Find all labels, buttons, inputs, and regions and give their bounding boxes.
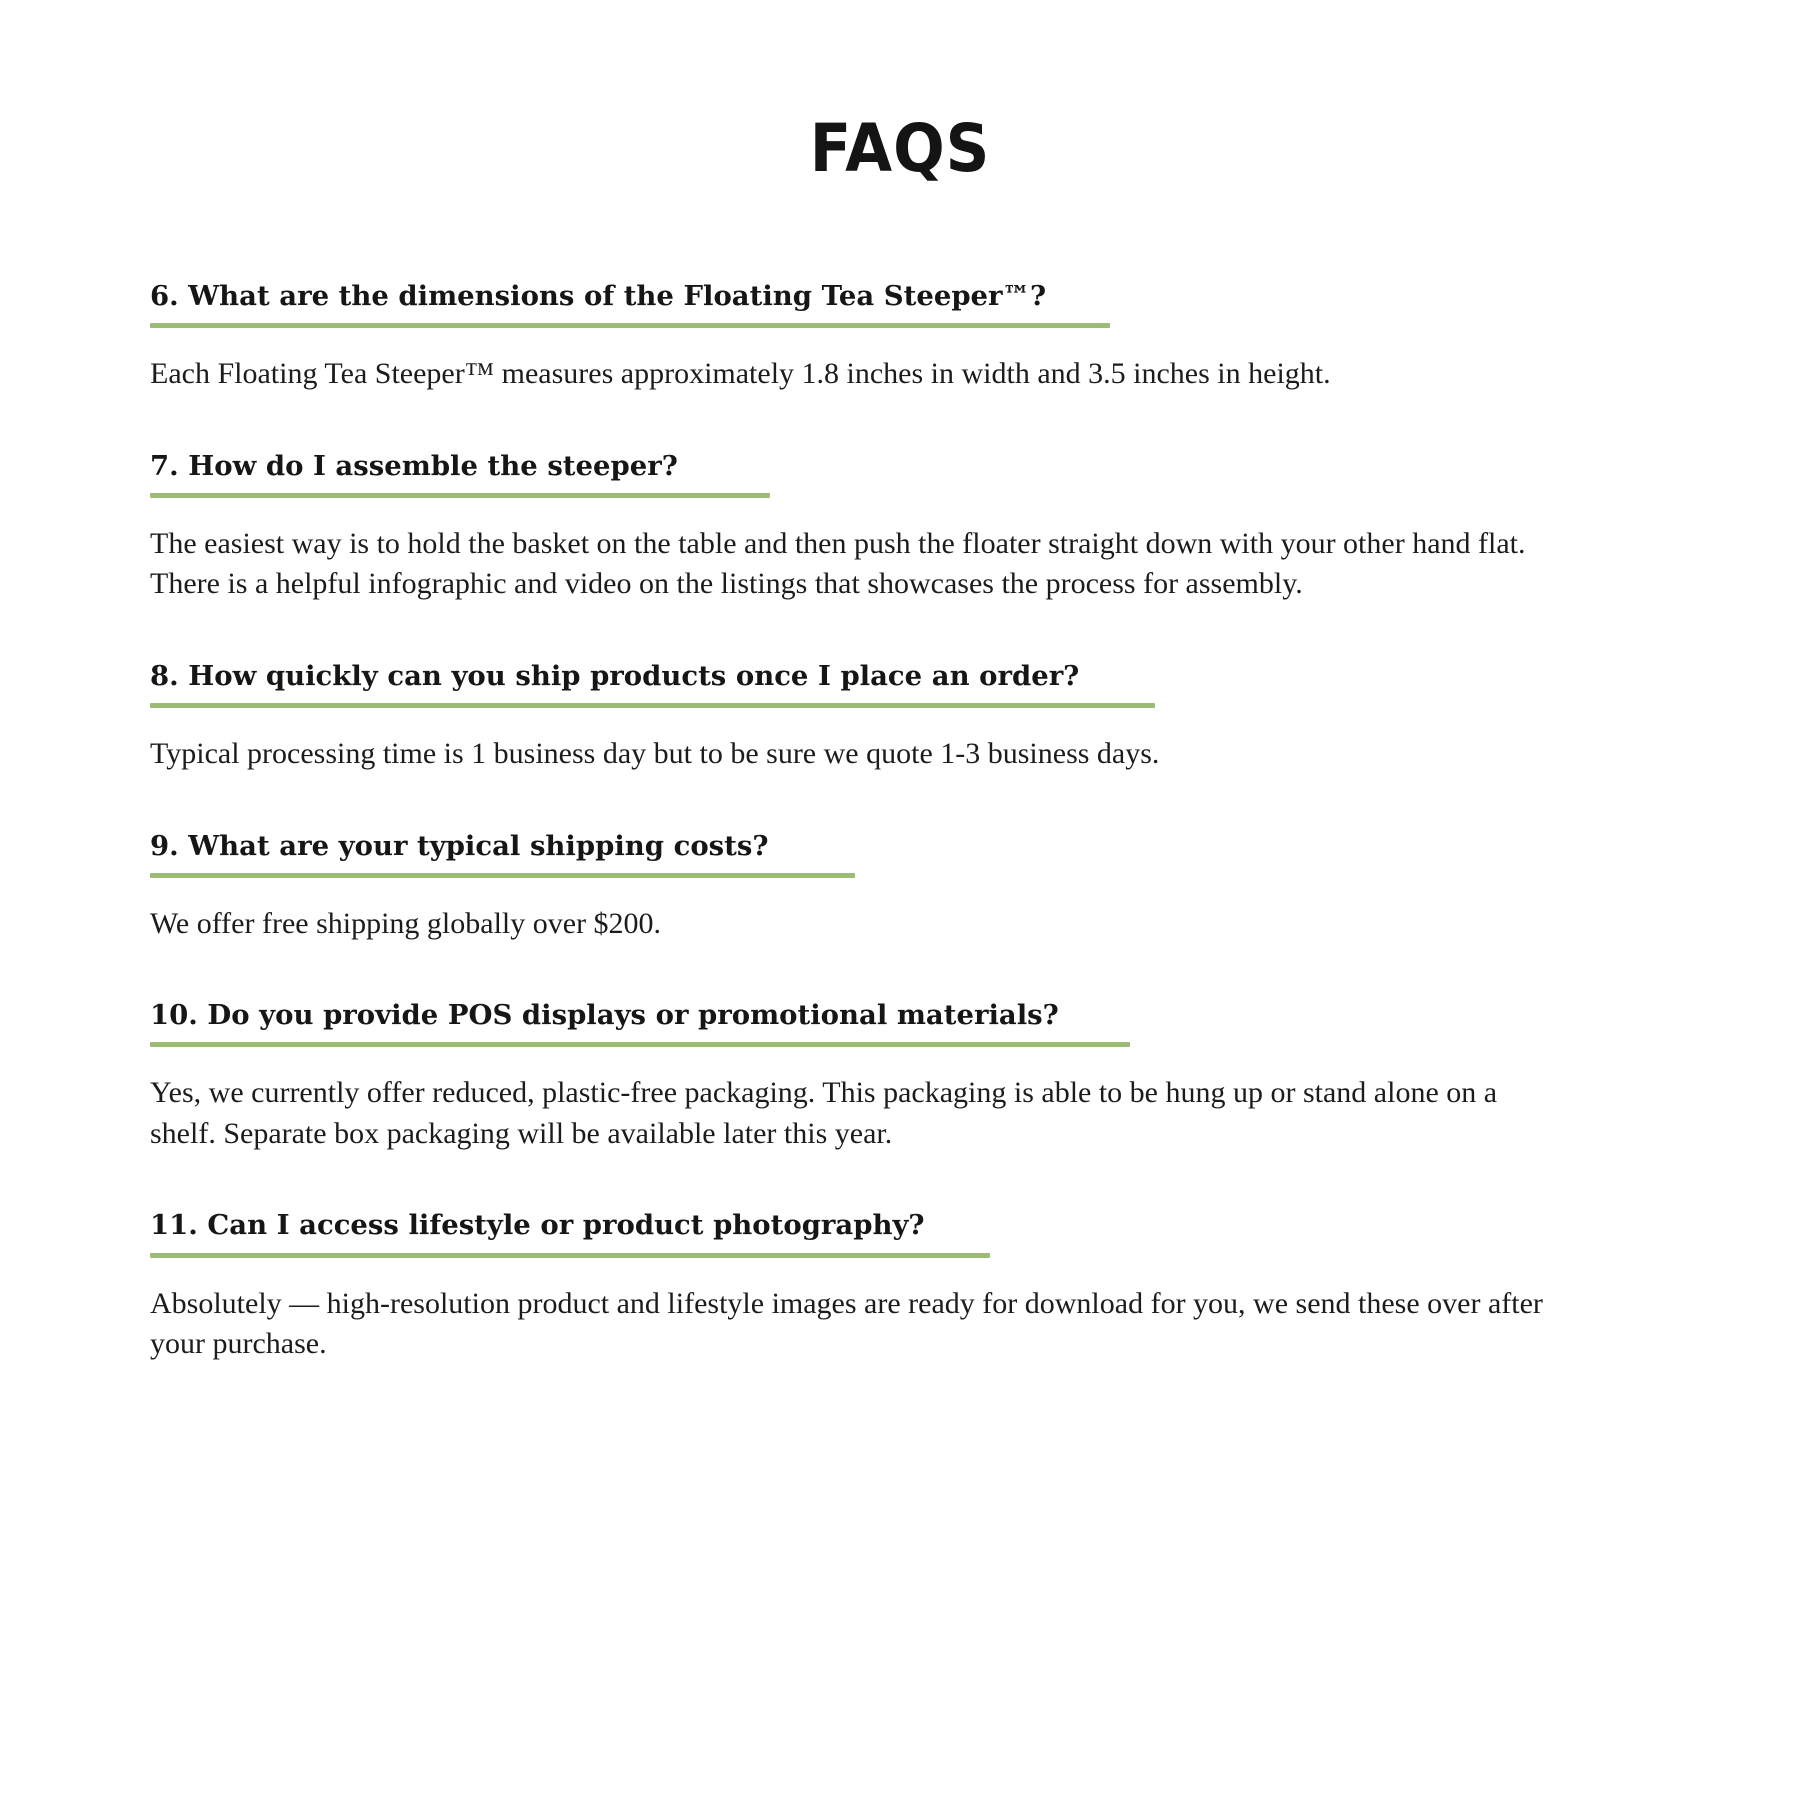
faq-item xyxy=(150,279,1650,395)
faq-answer: We offer free shipping globally over $200. xyxy=(150,906,662,940)
faq-question: 11. Can I access lifestyle or product photography? xyxy=(150,1209,925,1242)
faq-question: 6. What are the dimensions of the Floating Tea Steeper™? xyxy=(150,280,1047,312)
faq-underline xyxy=(150,1253,990,1258)
faq-item xyxy=(150,829,1650,945)
faq-item xyxy=(150,659,1650,775)
faq-underline xyxy=(150,703,1155,708)
faq-question: 7. How do I assemble the steeper? xyxy=(150,449,678,482)
faq-item xyxy=(150,1208,1650,1364)
faq-item xyxy=(150,998,1650,1154)
page-title: FAQS xyxy=(809,110,991,187)
faq-answer: Typical processing time is 1 business day but to be sure we quote 1-3 business days. xyxy=(150,737,1160,771)
faq-underline xyxy=(150,873,855,878)
faq-item xyxy=(150,449,1650,605)
faq-question: 8. How quickly can you ship products once I place an order? xyxy=(150,659,1080,692)
faq-answer: Absolutely — high-resolution product and lifestyle images are ready for download for you, we send these over after your purchase. xyxy=(150,1286,1543,1361)
faq-question: 10. Do you provide POS displays or promotional materials? xyxy=(150,999,1059,1032)
faq-answer: The easiest way is to hold the basket on the table and then push the floater straight down with your other hand flat. There is a helpful infographic and video on the listings that showcases the process for assembly. xyxy=(150,526,1526,601)
faq-list xyxy=(150,279,1650,1365)
faq-question: 9. What are your typical shipping costs? xyxy=(150,829,769,862)
faq-underline xyxy=(150,1042,1130,1047)
faq-answer: Each Floating Tea Steeper™ measures approximately 1.8 inches in width and 3.5 inches in height. xyxy=(150,357,1331,391)
faq-answer: Yes, we currently offer reduced, plastic-free packaging. This packaging is able to be hung up or stand alone on a shelf. Separate box packaging will be available later this year. xyxy=(150,1076,1498,1150)
faq-underline xyxy=(150,323,1110,328)
faq-underline xyxy=(150,493,770,498)
